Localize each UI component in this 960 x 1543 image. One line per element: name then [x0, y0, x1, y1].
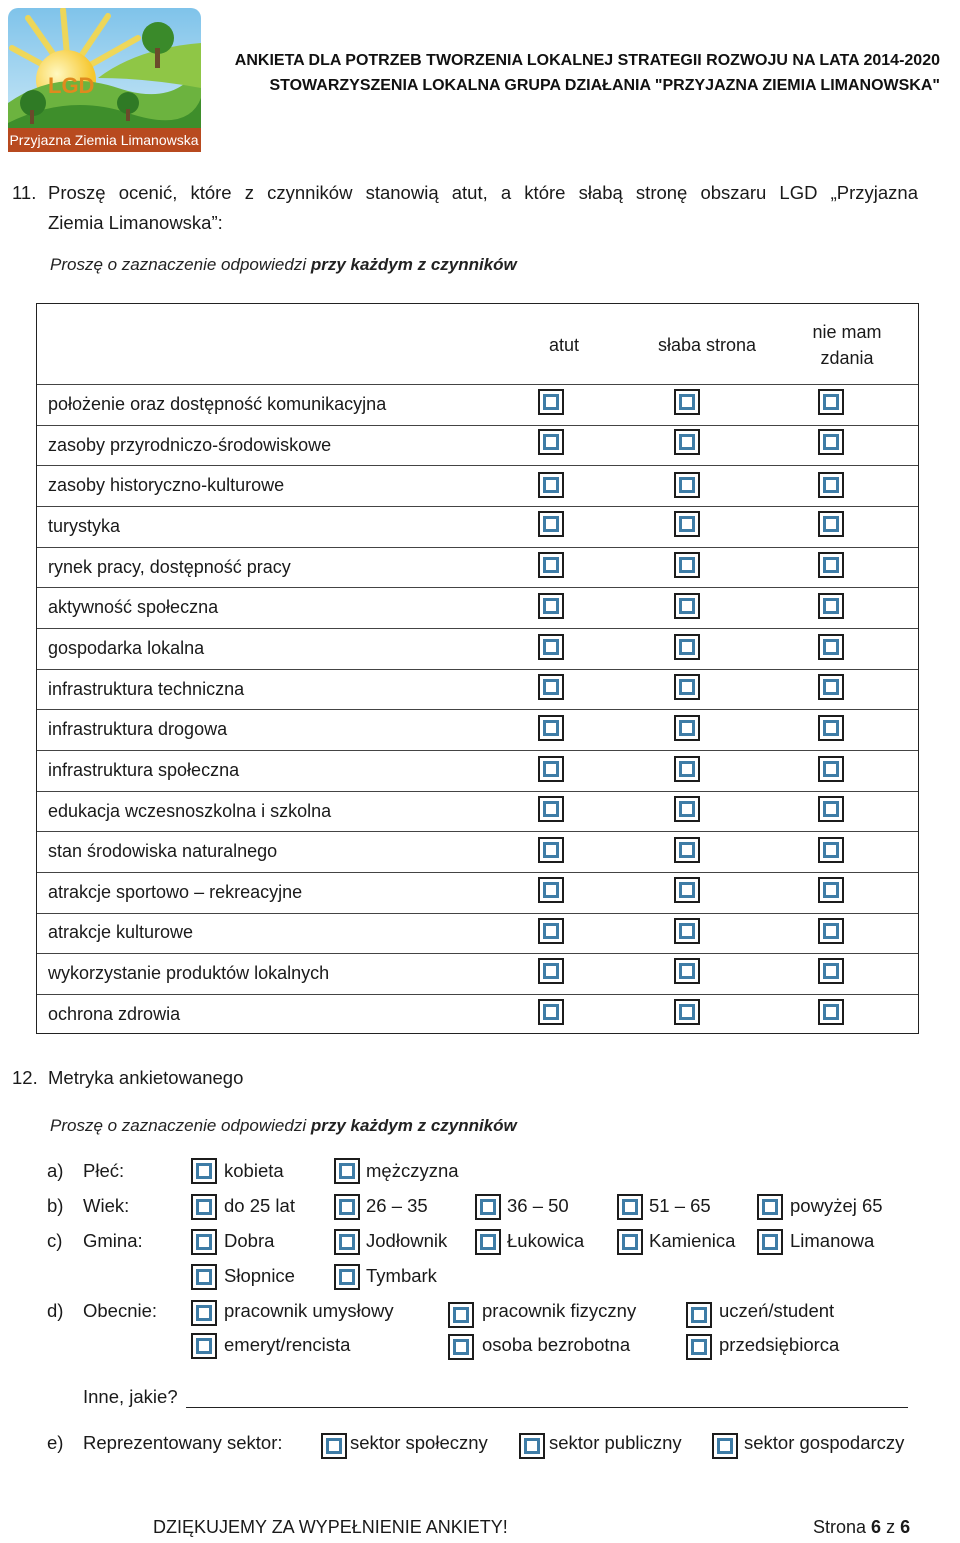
checkbox-atut[interactable] — [538, 837, 564, 863]
checkbox-atut[interactable] — [538, 593, 564, 619]
checkbox-slaba-strona[interactable] — [674, 796, 700, 822]
row-label: atrakcje kulturowe — [48, 922, 194, 942]
checkbox-gmina-jodlownik[interactable] — [334, 1229, 360, 1255]
survey-title-line2: STOWARZYSZENIA LOKALNA GRUPA DZIAŁANIA "PRZYJAZNA ZIEMIA LIMANOWSKA" — [269, 77, 940, 94]
checkbox-sektor-spoleczny[interactable] — [321, 1433, 347, 1459]
row-label: aktywność społeczna — [48, 597, 219, 617]
checkbox-nie-mam-zdania[interactable] — [818, 756, 844, 782]
q12e-label: Reprezentowany sektor: — [83, 1432, 283, 1453]
checkbox-atut[interactable] — [538, 918, 564, 944]
checkbox-gmina-slopnice[interactable] — [191, 1264, 217, 1290]
col-header-slaba-strona: słaba strona — [657, 335, 757, 355]
option-label: Dobra — [224, 1230, 275, 1251]
footer-thanks: DZIĘKUJEMY ZA WYPEŁNIENIE ANKIETY! — [153, 1517, 508, 1537]
option-label: do 25 lat — [224, 1195, 295, 1216]
q12b-label: Wiek: — [83, 1195, 130, 1216]
checkbox-slaba-strona[interactable] — [674, 634, 700, 660]
checkbox-atut[interactable] — [538, 511, 564, 537]
checkbox-slaba-strona[interactable] — [674, 674, 700, 700]
factors-table — [36, 303, 919, 1034]
option-label: Kamienica — [649, 1230, 736, 1251]
row-label: położenie oraz dostępność komunikacyjna — [48, 394, 387, 414]
checkbox-nie-mam-zdania[interactable] — [818, 877, 844, 903]
option-label: Łukowica — [507, 1230, 585, 1251]
checkbox-gmina-tymbark[interactable] — [334, 1264, 360, 1290]
checkbox-atut[interactable] — [538, 472, 564, 498]
q12-number: 12. — [12, 1067, 38, 1088]
checkbox-slaba-strona[interactable] — [674, 756, 700, 782]
option-label: powyżej 65 — [790, 1195, 883, 1216]
q11-text-line2: Ziemia Limanowska”: — [48, 212, 223, 233]
checkbox-slaba-strona[interactable] — [674, 999, 700, 1025]
row-label: ochrona zdrowia — [48, 1004, 181, 1024]
q12c-letter: c) — [47, 1230, 63, 1251]
col-header-nie-mam-zdania: nie mam zdania — [812, 322, 882, 368]
checkbox-atut[interactable] — [538, 674, 564, 700]
option-label: Słopnice — [224, 1265, 295, 1286]
other-label: Inne, jakie? — [83, 1386, 178, 1407]
checkbox-age-26-35[interactable] — [334, 1194, 360, 1220]
checkbox-slaba-strona[interactable] — [674, 429, 700, 455]
option-label: sektor gospodarczy — [744, 1432, 905, 1453]
row-label: edukacja wczesnoszkolna i szkolna — [48, 801, 332, 821]
checkbox-nie-mam-zdania[interactable] — [818, 472, 844, 498]
checkbox-atut[interactable] — [538, 877, 564, 903]
checkbox-nie-mam-zdania[interactable] — [818, 999, 844, 1025]
row-label: zasoby historyczno-kulturowe — [48, 475, 285, 495]
checkbox-nie-mam-zdania[interactable] — [818, 958, 844, 984]
checkbox-slaba-strona[interactable] — [674, 715, 700, 741]
checkbox-atut[interactable] — [538, 389, 564, 415]
other-answer-line[interactable] — [186, 1407, 908, 1408]
checkbox-nie-mam-zdania[interactable] — [818, 552, 844, 578]
col-header-atut: atut — [548, 335, 580, 355]
checkbox-atut[interactable] — [538, 715, 564, 741]
checkbox-atut[interactable] — [538, 552, 564, 578]
option-label: Limanowa — [790, 1230, 875, 1251]
checkbox-slaba-strona[interactable] — [674, 837, 700, 863]
checkbox-nie-mam-zdania[interactable] — [818, 918, 844, 944]
q12d-letter: d) — [47, 1300, 64, 1321]
lgd-logo — [8, 8, 201, 152]
row-label: wykorzystanie produktów lokalnych — [48, 963, 330, 983]
checkbox-gmina-limanowa[interactable] — [757, 1229, 783, 1255]
checkbox-atut[interactable] — [538, 796, 564, 822]
checkbox-atut[interactable] — [538, 999, 564, 1025]
q12c-label: Gmina: — [83, 1230, 143, 1251]
checkbox-nie-mam-zdania[interactable] — [818, 715, 844, 741]
q11-instruction: Proszę o zaznaczenie odpowiedzi przy każdym z czynników — [50, 255, 517, 274]
row-label: gospodarka lokalna — [48, 638, 205, 658]
checkbox-emeryt-rencista[interactable] — [191, 1333, 217, 1359]
logo-caption: Przyjazna Ziemia Limanowska — [9, 132, 199, 148]
q12d-label: Obecnie: — [83, 1300, 158, 1321]
row-label: infrastruktura społeczna — [48, 760, 240, 780]
option-label: mężczyzna — [366, 1160, 459, 1181]
checkbox-age-powyzej-65[interactable] — [757, 1194, 783, 1220]
q11-text-line1: Proszę ocenić, które z czynników stanowią atut, a które słabą stronę obszaru LGD „Przyjazna — [48, 182, 918, 203]
checkbox-slaba-strona[interactable] — [674, 877, 700, 903]
checkbox-slaba-strona[interactable] — [674, 593, 700, 619]
option-label: kobieta — [224, 1160, 284, 1181]
checkbox-slaba-strona[interactable] — [674, 472, 700, 498]
checkbox-age-36-50[interactable] — [475, 1194, 501, 1220]
checkbox-kobieta[interactable] — [191, 1158, 217, 1184]
option-label: uczeń/student — [719, 1300, 835, 1321]
option-label: 26 – 35 — [366, 1195, 428, 1216]
checkbox-pracownik-umyslowy[interactable] — [191, 1300, 217, 1326]
checkbox-slaba-strona[interactable] — [674, 918, 700, 944]
checkbox-slaba-strona[interactable] — [674, 958, 700, 984]
checkbox-nie-mam-zdania[interactable] — [818, 837, 844, 863]
checkbox-nie-mam-zdania[interactable] — [818, 634, 844, 660]
checkbox-nie-mam-zdania[interactable] — [818, 389, 844, 415]
logo-text: LGD — [48, 73, 95, 98]
survey-title-line1: ANKIETA DLA POTRZEB TWORZENIA LOKALNEJ STRATEGII ROZWOJU NA LATA 2014-2020 — [234, 52, 940, 69]
checkbox-nie-mam-zdania[interactable] — [818, 674, 844, 700]
option-label: osoba bezrobotna — [482, 1334, 631, 1355]
checkbox-nie-mam-zdania[interactable] — [818, 429, 844, 455]
option-label: Jodłownik — [366, 1230, 448, 1251]
checkbox-atut[interactable] — [538, 958, 564, 984]
q12a-letter: a) — [47, 1160, 64, 1181]
checkbox-slaba-strona[interactable] — [674, 552, 700, 578]
row-label: infrastruktura techniczna — [48, 679, 245, 699]
option-label: przedsiębiorca — [719, 1334, 840, 1355]
option-label: Tymbark — [366, 1265, 437, 1286]
page-number: Strona 6 z 6 — [813, 1517, 911, 1537]
q12-instruction: Proszę o zaznaczenie odpowiedzi przy każdym z czynników — [50, 1116, 517, 1135]
checkbox-przedsiebiorca[interactable] — [686, 1334, 712, 1360]
checkbox-age-51-65[interactable] — [617, 1194, 643, 1220]
checkbox-nie-mam-zdania[interactable] — [818, 593, 844, 619]
option-label: sektor społeczny — [350, 1432, 488, 1453]
q12a-label: Płeć: — [83, 1160, 125, 1181]
checkbox-age-do-25[interactable] — [191, 1194, 217, 1220]
option-label: 36 – 50 — [507, 1195, 569, 1216]
option-label: sektor publiczny — [549, 1432, 682, 1453]
q12-title: Metryka ankietowanego — [48, 1067, 244, 1088]
option-label: 51 – 65 — [649, 1195, 711, 1216]
q12e-letter: e) — [47, 1432, 64, 1453]
checkbox-pracownik-fizyczny[interactable] — [448, 1302, 474, 1328]
checkbox-slaba-strona[interactable] — [674, 389, 700, 415]
checkbox-gmina-dobra[interactable] — [191, 1229, 217, 1255]
checkbox-atut[interactable] — [538, 634, 564, 660]
checkbox-gmina-kamienica[interactable] — [617, 1229, 643, 1255]
checkbox-gmina-lukowica[interactable] — [475, 1229, 501, 1255]
option-label: emeryt/rencista — [224, 1334, 351, 1355]
row-label: rynek pracy, dostępność pracy — [48, 557, 291, 577]
checkbox-osoba-bezrobotna[interactable] — [448, 1334, 474, 1360]
q12b-letter: b) — [47, 1195, 64, 1216]
checkbox-slaba-strona[interactable] — [674, 511, 700, 537]
row-label: zasoby przyrodniczo-środowiskowe — [48, 435, 332, 455]
checkbox-atut[interactable] — [538, 756, 564, 782]
checkbox-nie-mam-zdania[interactable] — [818, 796, 844, 822]
row-label: atrakcje sportowo – rekreacyjne — [48, 882, 303, 902]
checkbox-atut[interactable] — [538, 429, 564, 455]
checkbox-uczen-student[interactable] — [686, 1302, 712, 1328]
row-label: turystyka — [48, 516, 121, 536]
checkbox-nie-mam-zdania[interactable] — [818, 511, 844, 537]
row-label: infrastruktura drogowa — [48, 719, 228, 739]
logo-graphic — [8, 8, 201, 152]
row-label: stan środowiska naturalnego — [48, 841, 278, 861]
checkbox-mezczyzna[interactable] — [334, 1158, 360, 1184]
q11-number: 11. — [12, 182, 37, 203]
option-label: pracownik umysłowy — [224, 1300, 394, 1321]
option-label: pracownik fizyczny — [482, 1300, 637, 1321]
checkbox-sektor-gospodarczy[interactable] — [712, 1433, 738, 1459]
checkbox-sektor-publiczny[interactable] — [519, 1433, 545, 1459]
